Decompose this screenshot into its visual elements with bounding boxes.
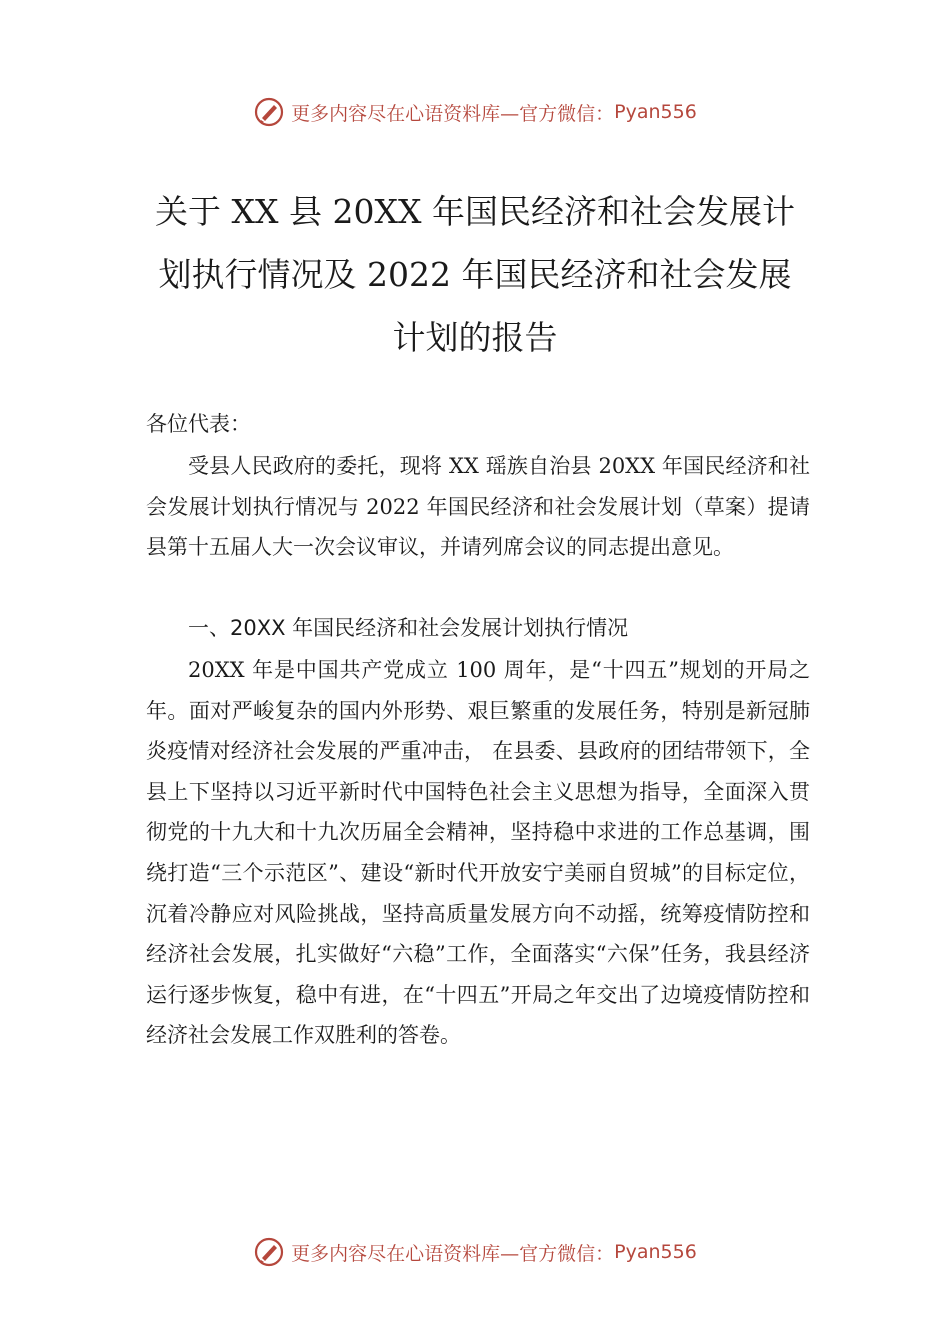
watermark-text: 更多内容尽在心语资料库—官方微信： [291, 1242, 615, 1265]
watermark-text: 更多内容尽在心语资料库—官方微信： [291, 102, 615, 125]
paragraph-section-1: 20XX 年是中国共产党成立 100 周年，是“十四五”规划的开局之年。面对严峻复杂的国内外形势、艰巨繁重的发展任务，特别是新冠肺炎疫情对经济社会发展的严重冲击， 在县委、县政府的团结带领下，全县上下坚持以习近平新时代中国特色社会主义思想为指导，全面深入贯彻党的十九大和十九次历届全会精神，坚持稳中求进的工作总基调，围绕打造“三个示范区”、建设“新时代开放安宁美丽自贸城”的目标定位，沉着冷静应对风险挑战，坚持高质量发展方向不动摇，统筹疫情防控和经济社会发展，扎实做好“六稳”工作，全面落实“六保”任务，我县经济运行逐步恢复，稳中有进，在“十四五”开局之年交出了边境疫情防控和经济社会发展工作双胜利的答卷。 [146, 658, 810, 1048]
section-heading-text: 一、20XX 年国民经济和社会发展计划执行情况 [188, 616, 629, 640]
document-title: 关于 XX 县 20XX 年国民经济和社会发展计划执行情况及 2022 年国民经济和社会发展计划的报告 [155, 192, 795, 357]
brush-logo-icon [253, 96, 285, 128]
brush-logo-icon [253, 1236, 285, 1268]
watermark-handle: Pyan556 [614, 101, 697, 123]
header-watermark [0, 96, 950, 128]
salutation: 各位代表： [146, 412, 251, 436]
watermark-handle: Pyan556 [614, 1241, 697, 1263]
paragraph-intro: 受县人民政府的委托，现将 XX 瑶族自治县 20XX 年国民经济和社会发展计划执行情况与 2022 年国民经济和社会发展计划（草案）提请县第十五届人大一次会议审议，并请列席会议的同志提出意见。 [146, 454, 810, 560]
footer-watermark [0, 1236, 950, 1268]
section-heading [146, 608, 810, 649]
